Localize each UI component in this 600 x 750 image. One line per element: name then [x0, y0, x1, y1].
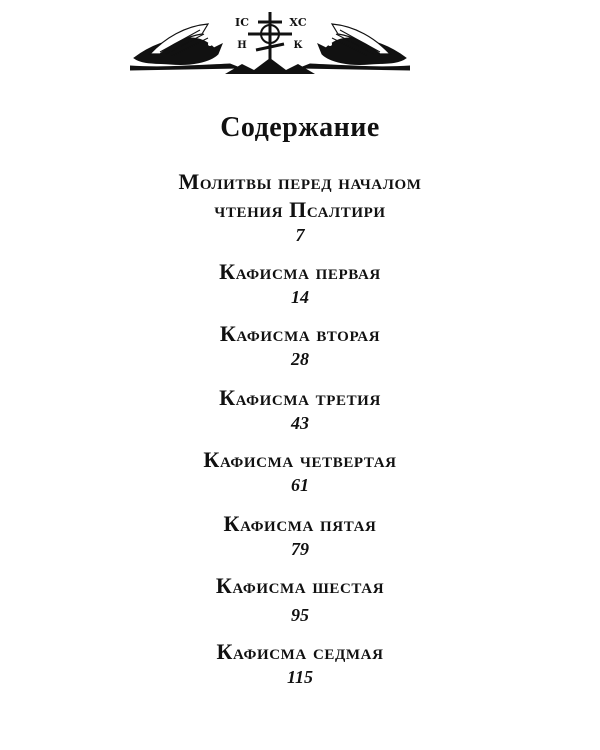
- toc-entry-title: Кафисма пятая: [223, 511, 377, 536]
- monogram-right-top: ХС: [289, 16, 307, 29]
- toc-entry-kathisma-7[interactable]: [0, 638, 600, 688]
- toc-entry-title: Кафисма четвертая: [203, 447, 397, 472]
- toc-entry-page: 28: [291, 349, 309, 369]
- right-bird-ornament: [300, 24, 410, 70]
- toc-entry-kathisma-1[interactable]: [0, 258, 600, 308]
- toc-entry-page: 115: [286, 667, 313, 687]
- header-ornament: [130, 8, 410, 76]
- monogram-right-bottom: К: [293, 40, 303, 51]
- toc-entry-kathisma-5[interactable]: [0, 510, 600, 560]
- toc-entry-kathisma-6[interactable]: [0, 572, 600, 626]
- toc-entry-kathisma-3[interactable]: [0, 384, 600, 434]
- toc-entry-page: 95: [291, 605, 309, 625]
- toc-entry-page: 79: [291, 539, 309, 559]
- toc-entry-title: Кафисма третия: [219, 385, 381, 410]
- toc-entry-page: 14: [291, 287, 309, 307]
- toc-entry-title: Молитвы перед началом: [178, 169, 422, 194]
- toc-entry-title: Кафисма первая: [219, 259, 381, 284]
- toc-entry-page: 43: [291, 413, 309, 433]
- toc-entry-kathisma-4[interactable]: [0, 446, 600, 496]
- left-bird-ornament: [130, 24, 240, 70]
- monogram-left-top: ІС: [235, 16, 249, 29]
- toc-entry-kathisma-2[interactable]: [0, 320, 600, 370]
- toc-entry-page: 61: [291, 475, 309, 495]
- toc-entry-title-line2: чтения Псалтири: [214, 197, 386, 222]
- monogram-left-bottom: Н: [237, 40, 247, 51]
- toc-entry-prayers[interactable]: [0, 168, 600, 246]
- cross-icon: [248, 12, 292, 66]
- toc-entry-title: Кафисма шестая: [215, 573, 385, 598]
- toc-entry-title: Кафисма вторая: [219, 321, 381, 346]
- toc-entry-title: Кафисма седмая: [216, 639, 384, 664]
- toc-entry-page: 7: [295, 225, 305, 245]
- contents-heading: Содержание: [220, 112, 380, 143]
